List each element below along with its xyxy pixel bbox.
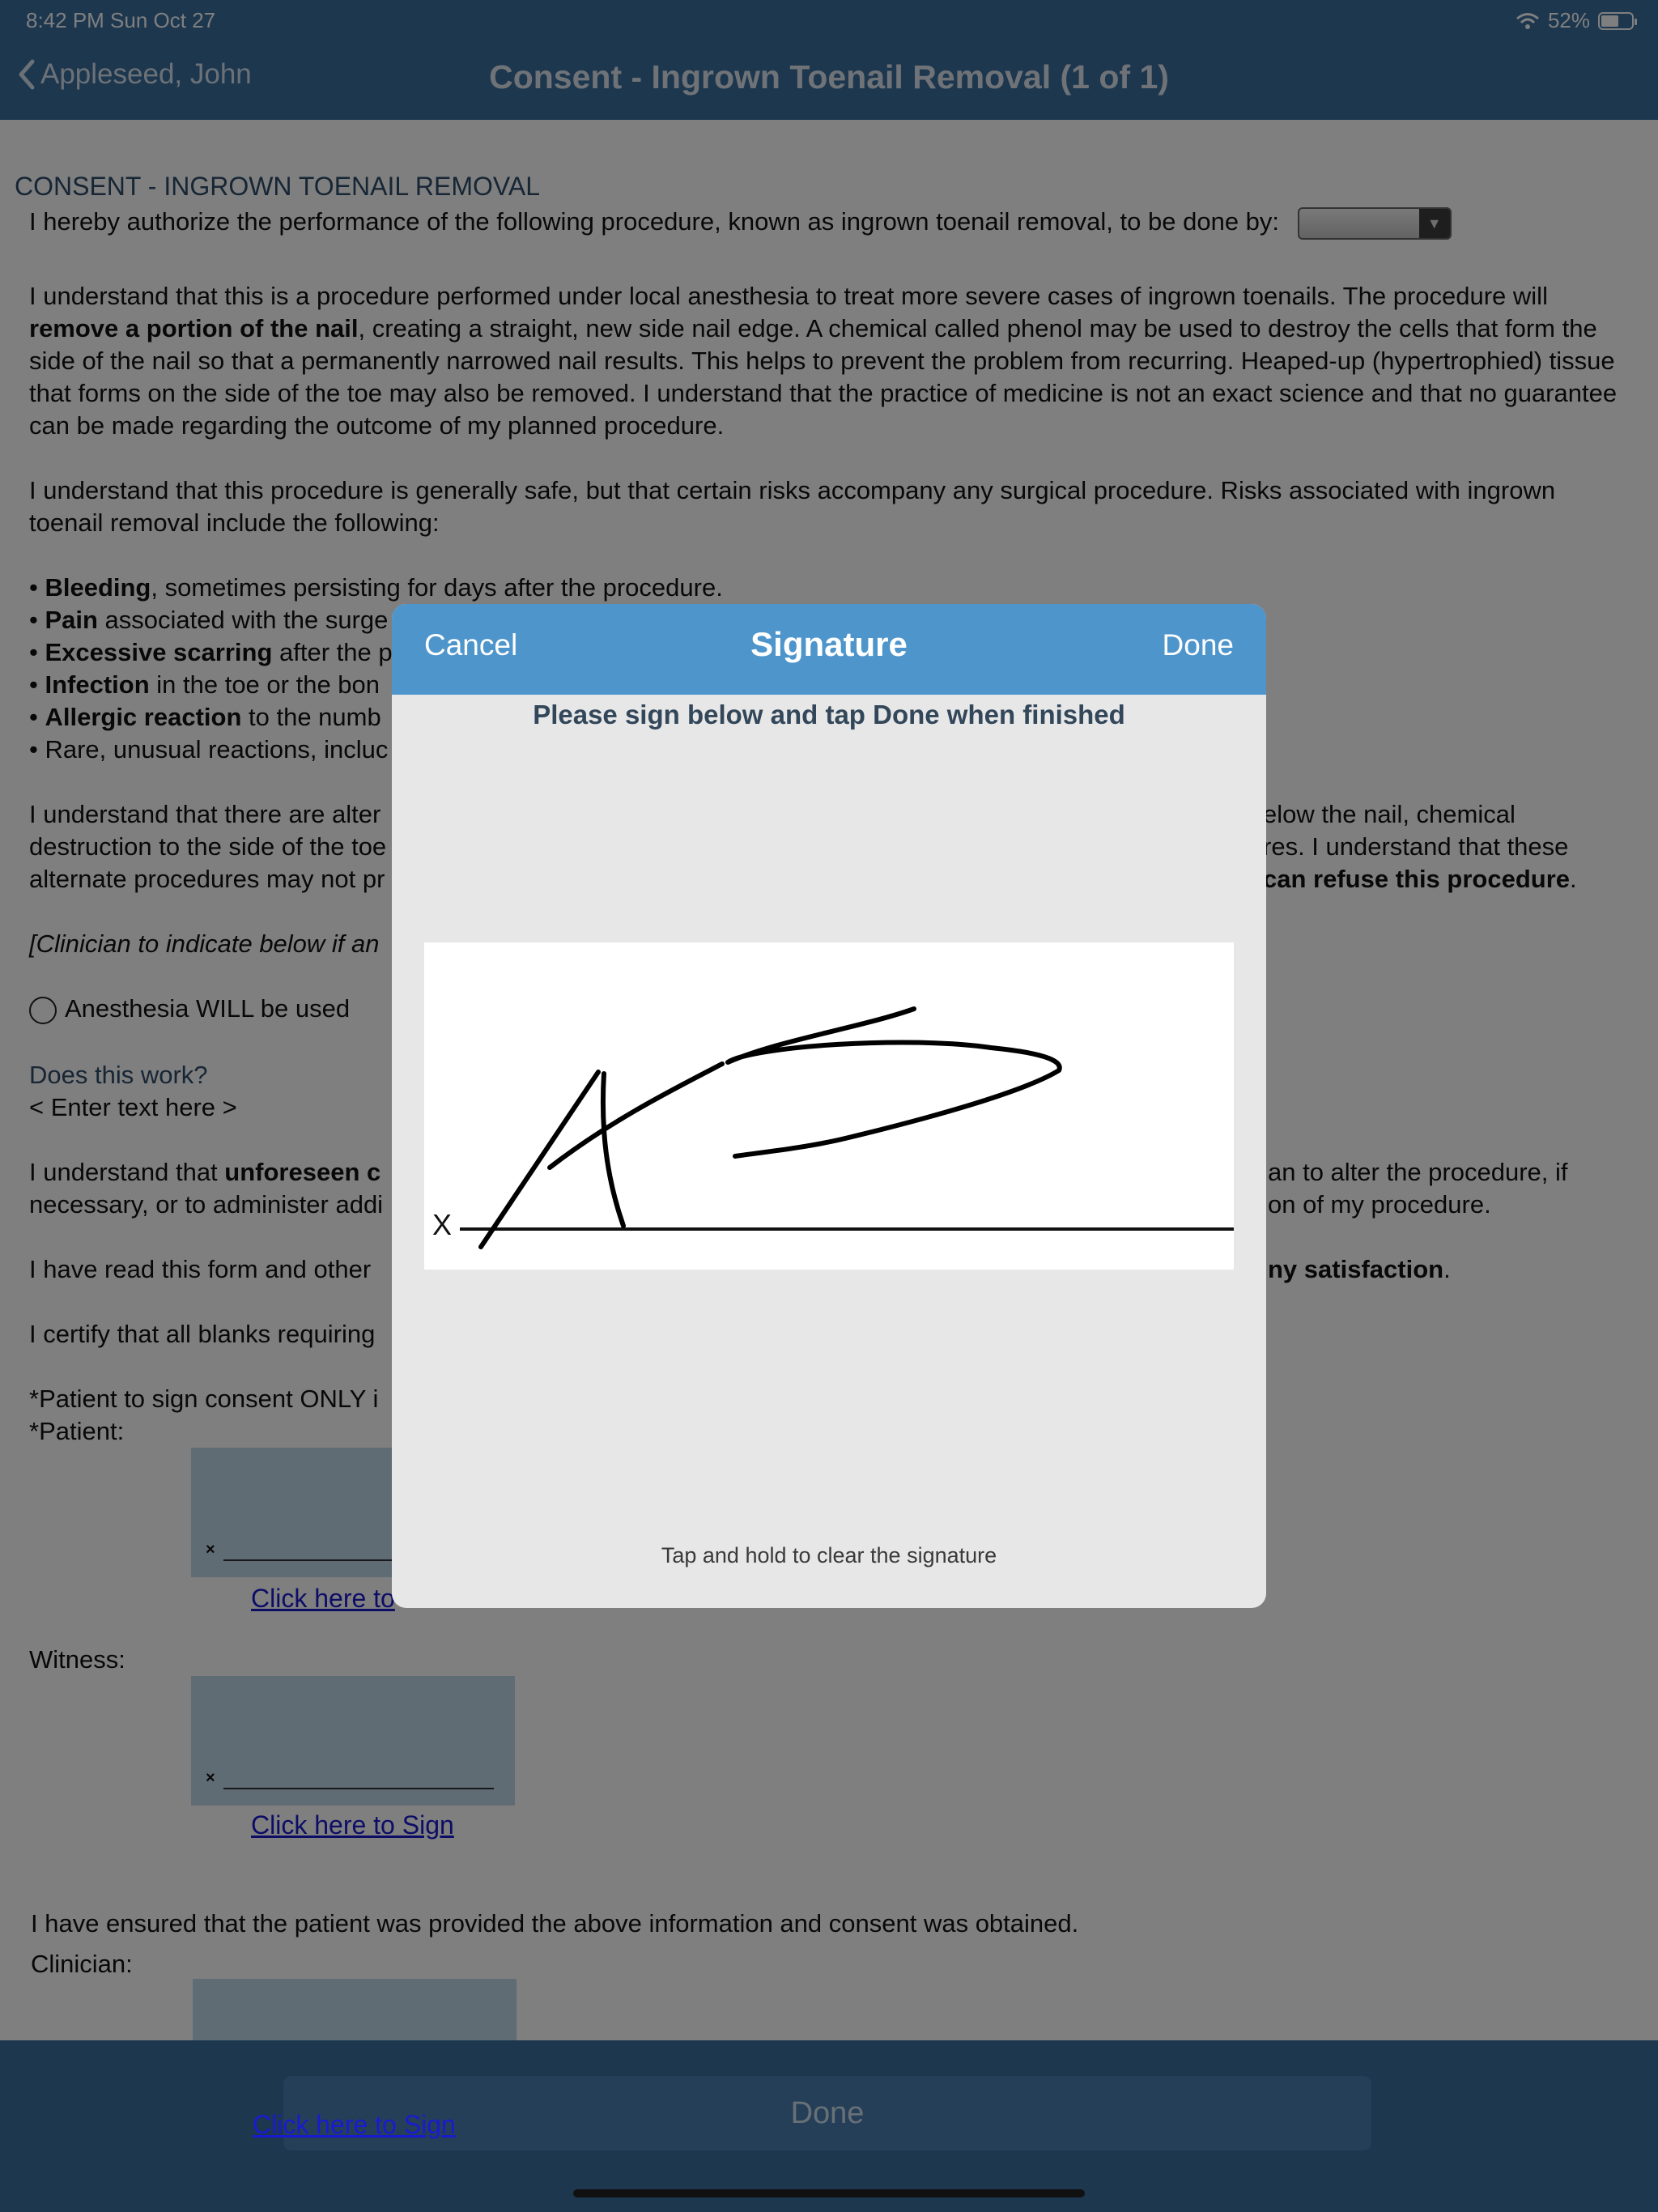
clinician-sign-link[interactable]: Click here to Sign <box>253 2110 456 2139</box>
clear-signature-hint: Tap and hold to clear the signature <box>661 1543 997 1568</box>
dialog-done-button[interactable]: Done <box>1162 628 1234 661</box>
signature-x-mark: X <box>432 1208 453 1241</box>
dialog-instructions: Please sign below and tap Done when finished <box>533 700 1125 730</box>
signature-stroke <box>481 1009 1060 1247</box>
home-indicator <box>573 2189 1085 2197</box>
dialog-title: Signature <box>750 625 908 663</box>
dialog-header <box>392 604 1266 695</box>
signature-dialog <box>392 604 1266 1608</box>
cancel-button[interactable]: Cancel <box>424 628 518 661</box>
signature-drawing <box>424 942 1234 1270</box>
signature-pad[interactable] <box>424 942 1234 1270</box>
